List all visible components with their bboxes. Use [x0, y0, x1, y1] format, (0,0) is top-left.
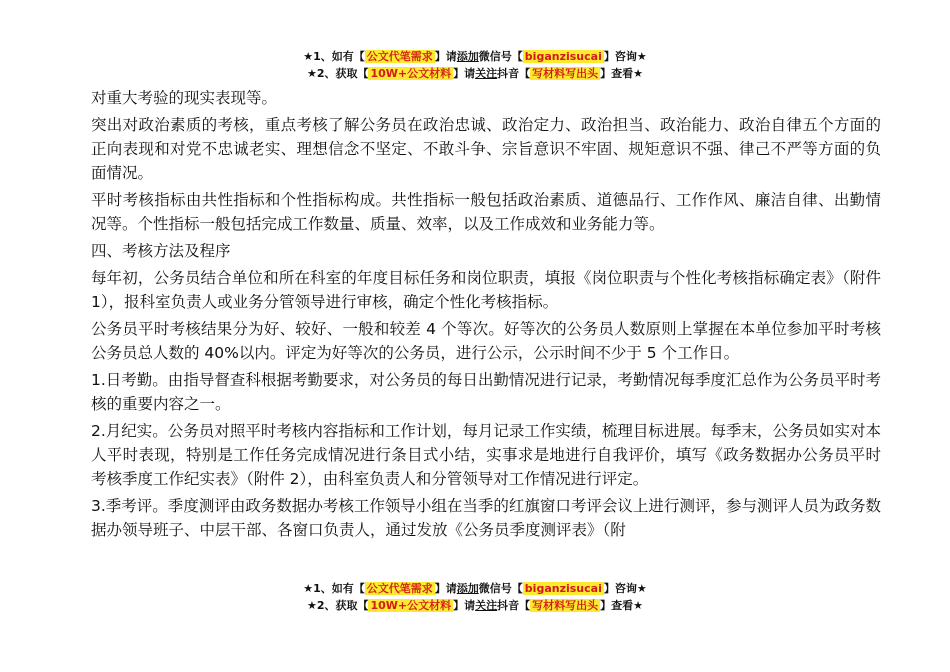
promo-highlight-materials: 10W+公文材料: [370, 599, 452, 612]
section-heading: 四、考核方法及程序: [91, 242, 231, 260]
promo-line-2-mid2: 抖音【: [497, 599, 531, 612]
promo-highlight-materials: 10W+公文材料: [370, 67, 452, 80]
promo-line-1-suffix: 】咨询★: [603, 582, 647, 595]
paragraph: 每年初，公务员结合单位和所在科室的年度目标任务和岗位职责，填报《岗位职责与个性化考核指标确定表》（附件 1），报科室负责人或业务分管领导进行审核，确定个性化考核指标。: [91, 269, 881, 311]
paragraph: 对重大考验的现实表现等。: [91, 89, 278, 107]
promo-underline-follow: 关注: [475, 599, 498, 612]
promo-line-2-suffix: 】查看★: [600, 599, 644, 612]
promo-line-1: [0, 580, 950, 597]
promo-underline-add: 添加: [456, 582, 479, 595]
promo-line-1-mid: 】请: [434, 50, 457, 63]
promo-line-1-mid: 】请: [434, 582, 457, 595]
promo-highlight-wechat-id: biganzisucai: [524, 50, 602, 63]
paragraph: 突出对政治素质的考核，重点考核了解公务员在政治忠诚、政治定力、政治担当、政治能力、政治自律五个方面的正向表现和对党不忠诚老实、理想信念不坚定、不敢斗争、宗旨意识不牢固、规矩意识不强、律己不严等方面的负面情况。: [91, 116, 881, 182]
paragraph: 公务员平时考核结果分为好、较好、一般和较差 4 个等次。好等次的公务员人数原则上掌握在本单位参加平时考核公务员总人数的 40%以内。评定为好等次的公务员，进行公示，公示时间不少于 5 个工作日。: [91, 320, 881, 362]
promo-line-2: [0, 597, 950, 614]
promo-highlight-douyin: 写材料写出头: [532, 599, 599, 612]
promo-line-1-mid2: 微信号【: [478, 50, 523, 63]
promo-highlight-service: 公文代笔需求: [366, 50, 433, 63]
promo-line-2-mid: 】请: [453, 599, 476, 612]
footer-promo-banner: [0, 580, 950, 614]
promo-line-1-mid2: 微信号【: [478, 582, 523, 595]
promo-line-1-prefix: ★1、如有【: [303, 582, 365, 595]
document-body: [91, 86, 881, 545]
promo-line-1: [0, 48, 950, 65]
promo-line-2-mid2: 抖音【: [497, 67, 531, 80]
promo-underline-follow: 关注: [475, 67, 498, 80]
paragraph: 3.季考评。季度测评由政务数据办考核工作领导小组在当季的红旗窗口考评会议上进行测评，参与测评人员为政务数据办领导班子、中层干部、各窗口负责人，通过发放《公务员季度测评表》（附: [91, 497, 881, 539]
promo-line-2-prefix: ★2、获取【: [306, 599, 369, 612]
paragraph: 2.月纪实。公务员对照平时考核内容指标和工作计划，每月记录工作实绩，梳理目标进展。每季末，公务员如实对本人平时表现，特别是工作任务完成情况进行条目式小结，实事求是地进行自我评价，填写《政务数据办公务员平时考核季度工作纪实表》（附件 2），由科室负责人和分管领导对工作情况进行评定。: [91, 422, 881, 488]
promo-highlight-wechat-id: biganzisucai: [524, 582, 602, 595]
paragraph: 平时考核指标由共性指标和个性指标构成。共性指标一般包括政治素质、道德品行、工作作风、廉洁自律、出勤情况等。个性指标一般包括完成工作数量、质量、效率，以及工作成效和业务能力等。: [91, 191, 881, 233]
promo-line-2: [0, 65, 950, 82]
promo-line-2-mid: 】请: [453, 67, 476, 80]
promo-line-1-suffix: 】咨询★: [603, 50, 647, 63]
promo-underline-add: 添加: [456, 50, 479, 63]
promo-highlight-service: 公文代笔需求: [366, 582, 433, 595]
promo-line-2-suffix: 】查看★: [600, 67, 644, 80]
promo-highlight-douyin: 写材料写出头: [532, 67, 599, 80]
promo-line-1-prefix: ★1、如有【: [303, 50, 365, 63]
header-promo-banner: [0, 48, 950, 82]
paragraph: 1.日考勤。由指导督查科根据考勤要求，对公务员的每日出勤情况进行记录，考勤情况每季度汇总作为公务员平时考核的重要内容之一。: [91, 371, 881, 413]
promo-line-2-prefix: ★2、获取【: [306, 67, 369, 80]
